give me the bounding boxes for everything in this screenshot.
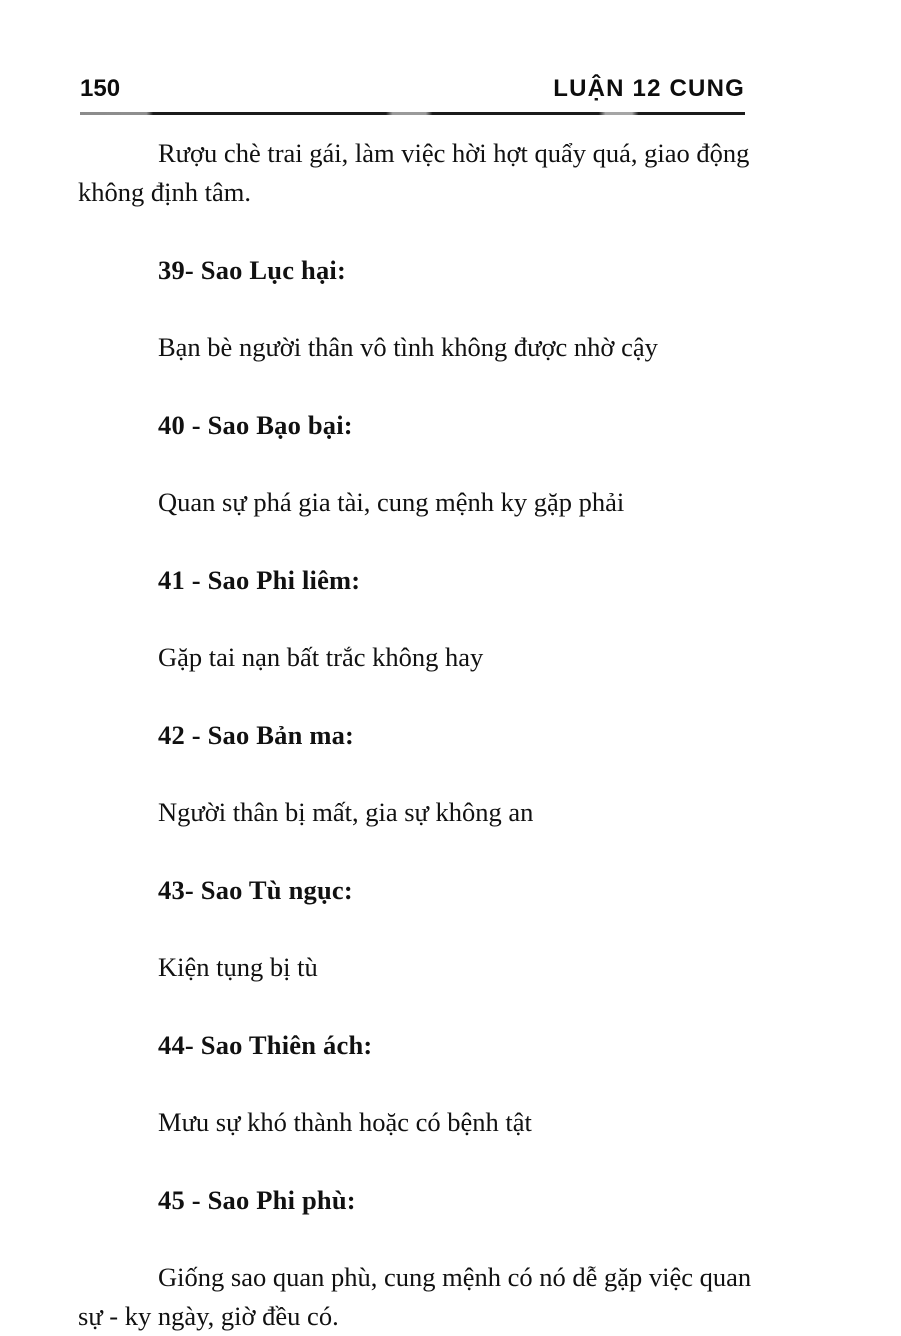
entry-text-41: Gặp tai nạn bất trắc không hay [158, 642, 484, 672]
running-head [80, 72, 745, 106]
entry-text-45: Giống sao quan phù, cung mệnh có nó dễ gặp việc quan sự - ky ngày, giờ đều có. [78, 1262, 752, 1331]
page-number: 150 [80, 75, 121, 102]
entry-heading-41: 41 - Sao Phi liêm: [158, 565, 361, 595]
entry-heading-39: 39- Sao Lục hại: [158, 255, 346, 285]
entry-heading-42: 42 - Sao Bản ma: [158, 720, 355, 750]
entry-text-43: Kiện tụng bị tù [158, 952, 318, 982]
entry-heading-43: 43- Sao Tù ngục: [158, 875, 353, 905]
page-body [78, 134, 758, 1336]
running-title: LUẬN 12 CUNG [553, 75, 745, 102]
header-rule [80, 112, 745, 115]
lead-paragraph: Rượu chè trai gái, làm việc hời hợt quẩy quá, giao động không định tâm. [78, 138, 750, 207]
entry-heading-44: 44- Sao Thiên ách: [158, 1030, 373, 1060]
entry-heading-40: 40 - Sao Bạo bại: [158, 410, 353, 440]
entry-text-42: Người thân bị mất, gia sự không an [158, 797, 534, 827]
entry-text-40: Quan sự phá gia tài, cung mệnh ky gặp phải [158, 487, 625, 517]
entry-text-39: Bạn bè người thân vô tình không được nhờ cậy [158, 332, 658, 362]
entry-heading-45: 45 - Sao Phi phù: [158, 1185, 356, 1215]
entry-text-44: Mưu sự khó thành hoặc có bệnh tật [158, 1107, 532, 1137]
